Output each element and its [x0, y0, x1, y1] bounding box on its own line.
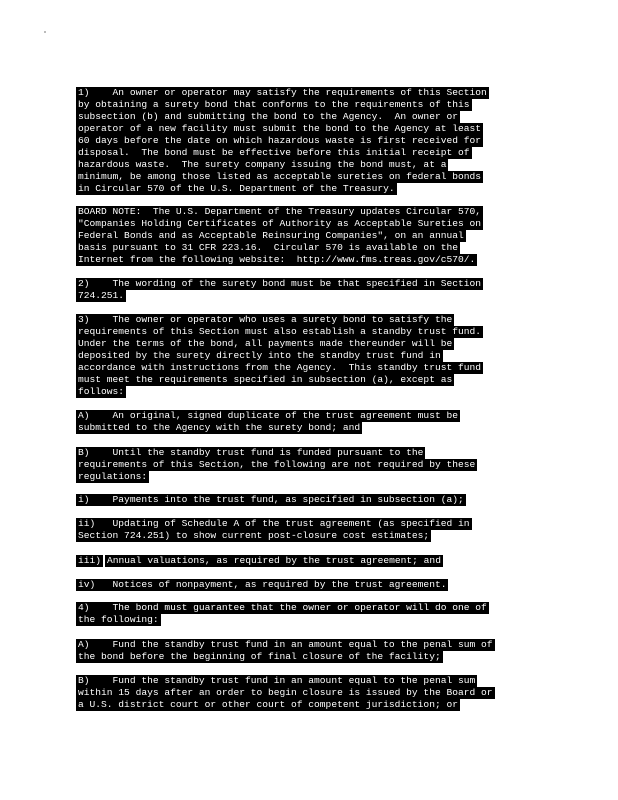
text-line: 60 days before the date on which hazardous waste is first received for	[78, 135, 482, 146]
paragraph-3b-ii	[76, 518, 472, 542]
text-line: 1) An owner or operator may satisfy the requirements of this Section	[78, 87, 487, 98]
text-line: regulations:	[78, 471, 148, 482]
text-line: the bond before the beginning of final closure of the facility;	[78, 651, 441, 662]
text-line: A) An original, signed duplicate of the trust agreement must be	[78, 410, 458, 421]
text-line: Under the terms of the bond, all payments made thereunder will be	[78, 338, 453, 349]
paragraph-4a	[76, 639, 495, 663]
text-line: requirements of this Section must also establish a standby trust fund.	[78, 326, 482, 337]
text-line: B) Until the standby trust fund is funded pursuant to the	[78, 447, 424, 458]
text-line: requirements of this Section, the following are not required by these	[78, 459, 476, 470]
paragraph-2	[76, 278, 483, 302]
text-line: Federal Bonds and as Acceptable Reinsuring Companies", on an annual	[78, 230, 464, 241]
text-line: follows:	[78, 386, 125, 397]
text-line: 3) The owner or operator who uses a surety bond to satisfy the	[78, 314, 453, 325]
paragraph-3b-iii	[76, 555, 443, 567]
paragraph-4b	[76, 675, 495, 711]
text-line: a U.S. district court or other court of competent jurisdiction; or	[78, 699, 458, 710]
text-line: basis pursuant to 31 CFR 223.16. Circular 570 is available on the	[78, 242, 458, 253]
text-line: 2) The wording of the surety bond must be that specified in Section	[78, 278, 482, 289]
paragraph-3a	[76, 410, 460, 434]
text-line: "Companies Holding Certificates of Authority as Acceptable Sureties on	[78, 218, 482, 229]
paragraph-3	[76, 314, 483, 398]
text-line: 724.251.	[78, 290, 125, 301]
text-line: ii) Updating of Schedule A of the trust agreement (as specified in	[78, 518, 470, 529]
text-line: A) Fund the standby trust fund in an amount equal to the penal sum of	[78, 639, 493, 650]
text-line: accordance with instructions from the Agency. This standby trust fund	[78, 362, 482, 373]
paragraph-4	[76, 602, 489, 626]
text-line: 4) The bond must guarantee that the owner or operator will do one of	[78, 602, 487, 613]
item-label: iii)	[78, 555, 102, 566]
text-line: Section 724.251) to show current post-closure cost estimates;	[78, 530, 430, 541]
text-line: submitted to the Agency with the surety bond; and	[78, 422, 361, 433]
text-line: within 15 days after an order to begin closure is issued by the Board or	[78, 687, 493, 698]
text-line: by obtaining a surety bond that conforms to the requirements of this	[78, 99, 470, 110]
text-line: the following:	[78, 614, 159, 625]
paragraph-3b-iv	[76, 579, 448, 591]
text-line: must meet the requirements specified in subsection (a), except as	[78, 374, 453, 385]
text-line: disposal. The bond must be effective before this initial receipt of	[78, 147, 470, 158]
text-line: iv) Notices of nonpayment, as required by the trust agreement.	[78, 579, 447, 590]
text-line: i) Payments into the trust fund, as specified in subsection (a);	[78, 494, 464, 505]
text-line: operator of a new facility must submit the bond to the Agency at least	[78, 123, 482, 134]
paragraph-1	[76, 87, 489, 195]
text-line: BOARD NOTE: The U.S. Department of the Treasury updates Circular 570,	[78, 206, 482, 217]
text-line: deposited by the surety directly into the standby trust fund in	[78, 350, 441, 361]
text-line: minimum, be among those listed as acceptable sureties on federal bonds	[78, 171, 482, 182]
paragraph-3b	[76, 447, 477, 483]
text-line: in Circular 570 of the U.S. Department of the Treasury.	[78, 183, 395, 194]
text-line: subsection (b) and submitting the bond to the Agency. An owner or	[78, 111, 458, 122]
text-line: Internet from the following website: http://www.fms.treas.gov/c570/.	[78, 254, 476, 265]
board-note	[76, 206, 483, 266]
text-line: Annual valuations, as required by the trust agreement; and	[107, 555, 441, 566]
text-line: B) Fund the standby trust fund in an amount equal to the penal sum	[78, 675, 476, 686]
text-line: hazardous waste. The surety company issuing the bond must, at a	[78, 159, 447, 170]
paragraph-3b-i	[76, 494, 466, 506]
